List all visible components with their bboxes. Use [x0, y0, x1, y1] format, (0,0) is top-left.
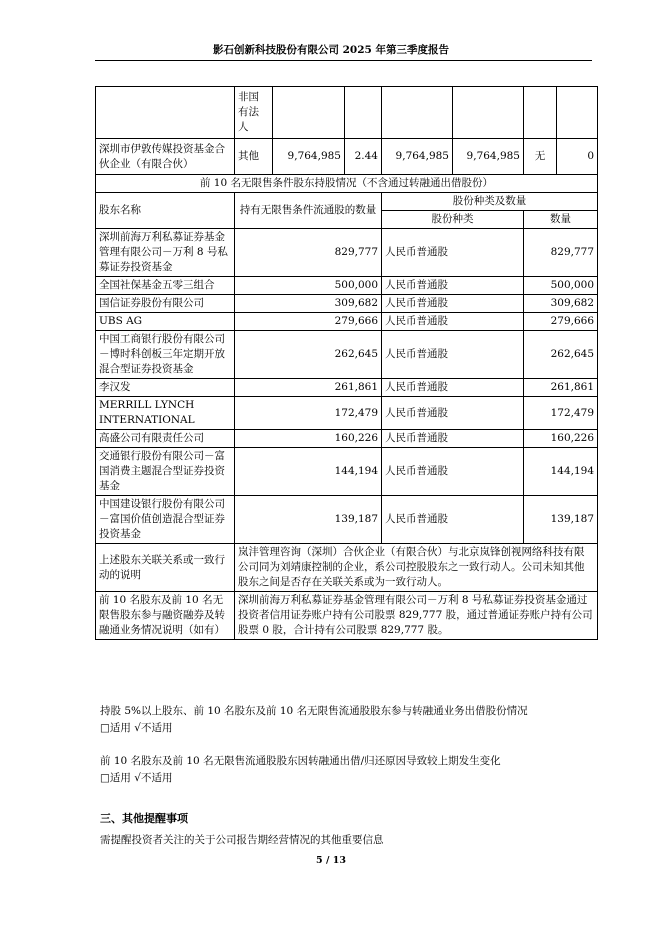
share-type-qty: 309,682: [524, 295, 598, 313]
shareholder-table: [95, 86, 598, 640]
shareholder-name: 高盛公司有限责任公司: [96, 430, 235, 448]
unrestricted-qty: 309,682: [235, 295, 382, 313]
page-header: 影石创新科技股份有限公司 2025 年第三季度报告: [212, 44, 450, 56]
shareholder-name: 深圳市伊敦传媒投资基金合伙企业（有限合伙）: [96, 139, 235, 175]
share-type-qty: 160,226: [524, 430, 598, 448]
share-pct: 2.44: [345, 139, 382, 175]
share-type-qty: 144,194: [524, 448, 598, 496]
related-parties-text: 岚沣管理咨询（深圳）合伙企业（有限合伙）与北京岚锋创视网络科技有限公司同为刘靖康控制的企业，系公司控股股东之一致行动人。公司未知其他股东之间是否存在关联关系或为一致行动人。: [235, 544, 598, 592]
unrestricted-qty: 172,479: [235, 397, 382, 430]
share-type: 人民币普通股: [382, 331, 524, 379]
shareholder-name: UBS AG: [96, 313, 235, 331]
page-number: 5 / 13: [316, 855, 346, 866]
share-type: 人民币普通股: [382, 397, 524, 430]
table-row: [96, 331, 598, 379]
share-type-qty: 500,000: [524, 277, 598, 295]
unrestricted-qty: 261,861: [235, 379, 382, 397]
table-row: [96, 87, 598, 139]
share-type-qty: 139,187: [524, 496, 598, 544]
unrestricted-qty: 160,226: [235, 430, 382, 448]
share-type: 人民币普通股: [382, 379, 524, 397]
table-row: [96, 448, 598, 496]
change-title: 前 10 名股东及前 10 名无限售流通股股东因转融通出借/归还原因导致较上期发生变化: [100, 755, 501, 767]
shareholder-name: 中国工商银行股份有限公司－博时科创板三年定期开放混合型证券投资基金: [96, 331, 235, 379]
col-header-name: 股东名称: [96, 193, 235, 229]
share-type: 人民币普通股: [382, 496, 524, 544]
table-row: [96, 295, 598, 313]
col-header-share-group: 股份种类及数量: [382, 193, 598, 211]
other-reminders-section: [100, 810, 620, 849]
col-header-qty: 持有无限售条件流通股的数量: [235, 193, 382, 229]
lending-section: [100, 703, 620, 737]
shareholder-name: 李汉发: [96, 379, 235, 397]
shares-held: 9,764,985: [273, 139, 345, 175]
table-row: [96, 397, 598, 430]
share-type: 人民币普通股: [382, 229, 524, 277]
change-section: [100, 753, 620, 787]
lending-title: 持股 5%以上股东、前 10 名股东及前 10 名无限售流通股股东参与转融通业务出借股份情况: [100, 705, 528, 717]
table-row: [96, 592, 598, 640]
shareholder-nature: 非国有法人: [235, 87, 273, 139]
margin-trading-label: 前 10 名股东及前 10 名无限售股东参与融资融券及转融通业务情况说明（如有）: [96, 592, 235, 640]
shareholder-name: 国信证券股份有限公司: [96, 295, 235, 313]
unrestricted-qty: 262,645: [235, 331, 382, 379]
shareholder-name: 中国建设银行股份有限公司－富国价值创造混合型证券投资基金: [96, 496, 235, 544]
unrestricted-qty: 829,777: [235, 229, 382, 277]
header-rule: [95, 60, 592, 61]
section-title: 前 10 名无限售条件股东持股情况（不含通过转融通出借股份）: [96, 175, 598, 193]
table-row: [96, 175, 598, 193]
table-row: [96, 430, 598, 448]
restricted-shares: 9,764,985: [382, 139, 453, 175]
margin-trading-text: 深圳前海万利私募证券基金管理有限公司－万利 8 号私募证券投资基金通过投资者信用证券账户持有公司股票 829,777 股，通过普通证券账户持有公司股票 0 股，合计持有公司股票 829,777 股。: [235, 592, 598, 640]
section-heading: 三、其他提醒事项: [100, 812, 188, 825]
share-type-qty: 261,861: [524, 379, 598, 397]
shareholder-name: 全国社保基金五零三组合: [96, 277, 235, 295]
section-text: 需提醒投资者关注的关于公司报告期经营情况的其他重要信息: [100, 834, 384, 846]
pledge-qty: 0: [557, 139, 598, 175]
table-header-row: [96, 193, 598, 211]
share-type: 人民币普通股: [382, 430, 524, 448]
share-type: 人民币普通股: [382, 313, 524, 331]
restricted-incl-lent: 9,764,985: [453, 139, 524, 175]
table-row: [96, 229, 598, 277]
change-options: □适用 √不适用: [100, 772, 173, 784]
table-row: [96, 277, 598, 295]
share-type: 人民币普通股: [382, 448, 524, 496]
shareholder-name: MERRILL LYNCH INTERNATIONAL: [96, 397, 235, 430]
table-row: [96, 313, 598, 331]
share-type: 人民币普通股: [382, 277, 524, 295]
col-header-share-type: 股份种类: [382, 211, 524, 229]
unrestricted-qty: 279,666: [235, 313, 382, 331]
table-row: [96, 496, 598, 544]
lending-options: □适用 √不适用: [100, 722, 173, 734]
share-type-qty: 172,479: [524, 397, 598, 430]
related-parties-label: 上述股东关联关系或一致行动的说明: [96, 544, 235, 592]
shareholder-name: 深圳前海万利私募证券基金管理有限公司－万利 8 号私募证券投资基金: [96, 229, 235, 277]
unrestricted-qty: 139,187: [235, 496, 382, 544]
unrestricted-qty: 500,000: [235, 277, 382, 295]
table-row: [96, 139, 598, 175]
table-cell: [96, 87, 235, 139]
shareholder-nature: 其他: [235, 139, 273, 175]
unrestricted-qty: 144,194: [235, 448, 382, 496]
shareholder-name: 交通银行股份有限公司－富国消费主题混合型证券投资基金: [96, 448, 235, 496]
share-type-qty: 262,645: [524, 331, 598, 379]
table-row: [96, 544, 598, 592]
share-type: 人民币普通股: [382, 295, 524, 313]
share-type-qty: 829,777: [524, 229, 598, 277]
pledge-status: 无: [524, 139, 557, 175]
share-type-qty: 279,666: [524, 313, 598, 331]
table-row: [96, 379, 598, 397]
col-header-share-qty: 数量: [524, 211, 598, 229]
